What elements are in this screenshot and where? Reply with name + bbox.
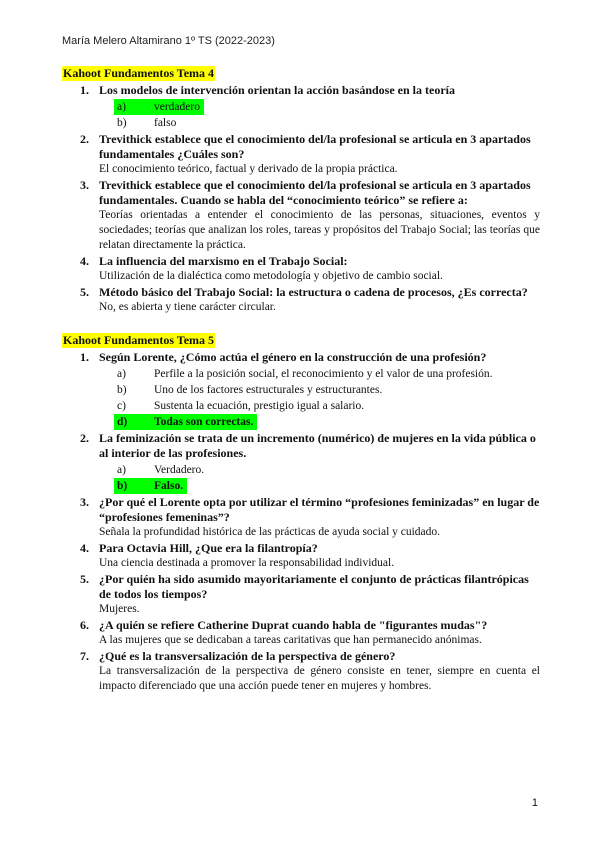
answer-text: Teorías orientadas a entender el conocimiento de las personas, situaciones, eventos y sociedades; teorías que analizan los roles, tareas y propósitos del Trabajo Social; las teorías que relatan directamente la práctica. (99, 209, 540, 251)
section-tema-4 (62, 64, 540, 315)
question-text: Trevithick establece que el conocimiento del/la profesional se articula en 3 apartados fundamentales ¿Cuáles son? (99, 132, 531, 161)
page-number: 1 (531, 797, 538, 809)
option-item (99, 382, 540, 398)
question-number: 5. (80, 285, 89, 299)
question-item (62, 178, 540, 253)
highlighted-answer (114, 99, 204, 115)
options-list (99, 99, 540, 131)
question-text: Los modelos de intervención orientan la acción basándose en la teoría (99, 83, 455, 97)
option-label: a) (117, 464, 126, 476)
question-item (62, 618, 540, 648)
options-list (99, 462, 540, 494)
option-label: a) (117, 368, 126, 380)
option-item (99, 462, 540, 478)
highlighted-answer (114, 478, 187, 494)
option-label: b) (117, 480, 128, 492)
document-header: María Melero Altamirano 1º TS (2022-2023) (62, 35, 275, 47)
option-item (99, 366, 540, 382)
question-text: ¿Por qué el Lorente opta por utilizar el término “profesiones feminizadas” en lugar de “profesiones femeninas”? (99, 495, 540, 524)
option-label: d) (117, 416, 128, 428)
question-text: La influencia del marxismo en el Trabajo Social: (99, 254, 348, 268)
answer-text: El conocimiento teórico, factual y derivado de la propia práctica. (99, 163, 398, 175)
answer-text: No, es abierta y tiene carácter circular. (99, 301, 276, 313)
question-text: Según Lorente, ¿Cómo actúa el género en la construcción de una profesión? (99, 350, 487, 364)
question-item (62, 132, 540, 177)
question-item (62, 254, 540, 284)
section-title: Kahoot Fundamentos Tema 4 (63, 66, 215, 80)
option-text: Sustenta la ecuación, prestigio igual a salario. (154, 400, 365, 412)
option-text: Uno de los factores estructurales y estructurantes. (154, 384, 383, 396)
option-label: b) (117, 384, 127, 396)
question-number: 6. (80, 618, 89, 632)
question-number: 1. (80, 350, 89, 364)
highlighted-answer (114, 414, 257, 430)
answer-text: Una ciencia destinada a promover la responsabilidad individual. (99, 557, 395, 569)
section-title: Kahoot Fundamentos Tema 5 (63, 333, 215, 347)
options-list (99, 366, 540, 430)
question-text: Para Octavia Hill, ¿Que era la filantropía? (99, 541, 318, 555)
question-number: 2. (80, 431, 89, 445)
question-item (62, 495, 540, 540)
question-text: ¿A quién se refiere Catherine Duprat cuando habla de "figurantes mudas"? (99, 618, 488, 632)
option-item (99, 115, 540, 131)
question-text: Método básico del Trabajo Social: la estructura o cadena de procesos, ¿Es correcta? (99, 285, 528, 299)
answer-text: Mujeres. (99, 603, 140, 615)
option-label: b) (117, 117, 127, 129)
question-text: ¿Qué es la transversalización de la perspectiva de género? (99, 649, 396, 663)
question-item (62, 572, 540, 617)
question-number: 2. (80, 132, 89, 146)
question-item (62, 649, 540, 694)
option-item (99, 398, 540, 414)
question-number: 5. (80, 572, 89, 586)
answer-text: La transversalización de la perspectiva de género consiste en tener, siempre en cuenta el impacto diferenciado que una acción puede tener en mujeres y hombres. (99, 665, 540, 692)
option-label: a) (117, 101, 126, 113)
answer-text: A las mujeres que se dedicaban a tareas caritativas que han permanecido anónimas. (99, 634, 482, 646)
question-item (62, 285, 540, 315)
question-item (62, 350, 540, 430)
question-item (62, 83, 540, 131)
question-number: 3. (80, 178, 89, 192)
question-item (62, 541, 540, 571)
question-number: 3. (80, 495, 89, 509)
answer-text: Utilización de la dialéctica como metodología y objetivo de cambio social. (99, 270, 443, 282)
question-text: ¿Por quién ha sido asumido mayoritariamente el conjunto de prácticas filantrópicas de todos los tiempos? (99, 572, 529, 601)
option-text: Todas son correctas. (154, 416, 254, 428)
option-text: Falso. (154, 480, 184, 492)
question-number: 7. (80, 649, 89, 663)
question-item (62, 431, 540, 494)
option-text: falso (154, 117, 177, 129)
option-item (99, 99, 540, 115)
document-body (62, 64, 540, 710)
question-number: 4. (80, 541, 89, 555)
option-text: verdadero (154, 101, 200, 113)
answer-text: Señala la profundidad histórica de las prácticas de ayuda social y cuidado. (99, 526, 441, 538)
option-item (99, 478, 540, 494)
question-text: Trevithick establece que el conocimiento del/la profesional se articula en 3 apartados fundamentales. Cuando se habla del “conocimiento teórico” se refiere a: (99, 178, 531, 207)
question-number: 4. (80, 254, 89, 268)
option-text: Verdadero. (154, 464, 205, 476)
section-tema-5 (62, 331, 540, 694)
option-label: c) (117, 400, 126, 412)
option-text: Perfile a la posición social, el reconocimiento y el valor de una profesión. (154, 368, 493, 380)
question-number: 1. (80, 83, 89, 97)
option-item (99, 414, 540, 430)
question-text: La feminización se trata de un incremento (numérico) de mujeres en la vida pública o al interior de las profesiones. (99, 431, 536, 460)
